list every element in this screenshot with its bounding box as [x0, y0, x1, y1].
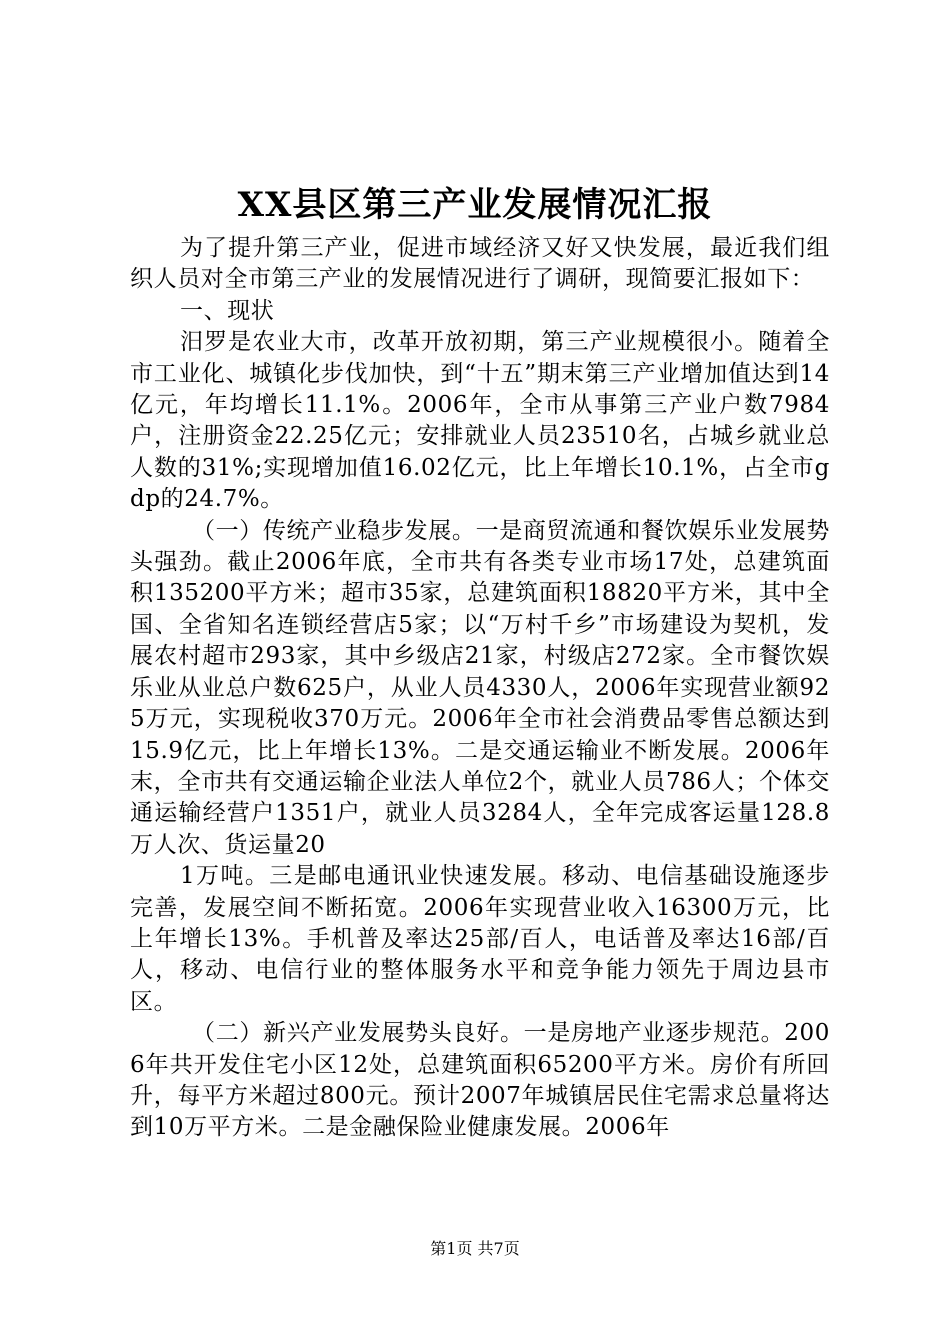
traditional-industry-paragraph: （一）传统产业稳步发展。一是商贸流通和餐饮娱乐业发展势头强劲。截止2006年底，全市共有各类专业市场17处，总建筑面积135200平方米；超市35家，总建筑面积18820平方米，其中全国、全省知名连锁经营店5家；以“万村千乡”市场建设为契机，发展农村超市293家，其中乡级店21家，村级店272家。全市餐饮娱乐业从业总户数625户，从业人员4330人，2006年实现营业额925万元，实现税收370万元。2006年全市社会消费品零售总额达到15.9亿元，比上年增长13%。二是交通运输业不断发展。2006年末，全市共有交通运输企业法人单位2个，就业人员786人；个体交通运输经营户1351户，就业人员3284人，全年完成客运量128.8万人次、货运量20: [130, 517, 830, 858]
status-paragraph: 汨罗是农业大市，改革开放初期，第三产业规模很小。随着全市工业化、城镇化步伐加快，到“十五”期末第三产业增加值达到14亿元，年均增长11.1%。2006年，全市从事第三产业户数7984户，注册资金22.25亿元；安排就业人员23510名，占城乡就业总人数的31%;实现增加值16.02亿元，比上年增长10.1%，占全市gdp的24.7%。: [130, 329, 830, 513]
intro-paragraph: 为了提升第三产业，促进市域经济又好又快发展，最近我们组织人员对全市第三产业的发展情况进行了调研，现简要汇报如下：: [130, 235, 830, 293]
document-title: XX县区第三产业发展情况汇报: [237, 185, 713, 225]
document-body: [130, 233, 830, 1144]
page-footer: 第1页 共7页: [430, 1239, 520, 1258]
telecom-paragraph: 1万吨。三是邮电通讯业快速发展。移动、电信基础设施逐步完善，发展空间不断拓宽。2006年实现营业收入16300万元，比上年增长13%。手机普及率达25部/百人，电话普及率达16部/百人，移动、电信行业的整体服务水平和竞争能力领先于周边县市区。: [130, 863, 830, 1015]
section-heading-status: 一、现状: [180, 297, 275, 324]
emerging-industry-paragraph: （二）新兴产业发展势头良好。一是房地产业逐步规范。2006年共开发住宅小区12处，总建筑面积65200平方米。房价有所回升，每平方米超过800元。预计2007年城镇居民住宅需求总量将达到10万平方米。二是金融保险业健康发展。2006年: [130, 1020, 830, 1141]
